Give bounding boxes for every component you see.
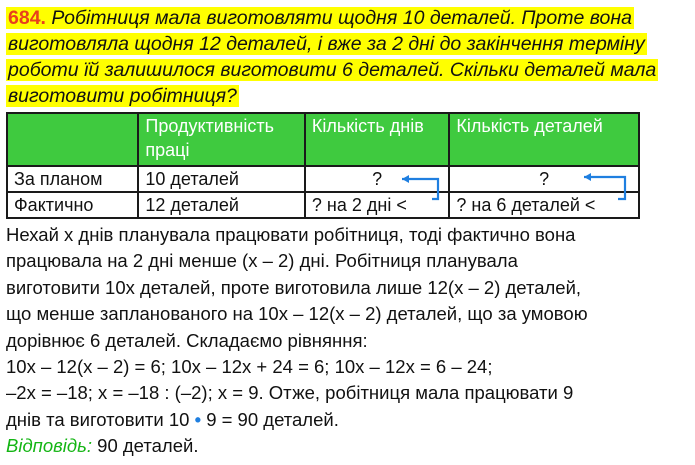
solution-line: що менше запланованого на 10х – 12(х – 2) деталей, що за умовою: [6, 303, 588, 325]
cell-actual-days: ? на 2 дні <: [305, 192, 449, 218]
problem-line-4: виготовити робітниця?: [8, 85, 237, 107]
table-header-row: [7, 113, 639, 166]
row-label-actual: Фактично: [7, 192, 138, 218]
solution-line: Нехай х днів планувала працювати робітниця, тоді фактично вона: [6, 224, 576, 245]
cell-plan-productivity: 10 деталей: [138, 166, 305, 192]
header-parts: Кількість деталей: [449, 113, 639, 166]
answer-label: Відповідь:: [6, 435, 93, 457]
solution-final-line: днів та виготовити 10 • 9 = 90 деталей.: [6, 408, 339, 430]
days-comparison-arrow-icon: [396, 170, 446, 208]
parts-comparison-arrow-icon: [578, 168, 634, 208]
problem-line-2: виготовляла щодня 12 деталей, і вже за 2 дні до закінчення терміну: [8, 33, 645, 55]
answer-value: 90 деталей.: [97, 435, 199, 457]
table-row-plan: [7, 166, 639, 192]
header-empty: [7, 113, 138, 166]
cell-plan-days: ?: [305, 166, 449, 192]
problem-line-1: 684. Робітниця мала виготовляти щодня 10 деталей. Проте вона: [8, 7, 632, 29]
cell-actual-parts: ? на 6 деталей <: [449, 192, 639, 218]
cell-plan-parts: ?: [449, 166, 639, 192]
solution-line: дорівнює 6 деталей. Складаємо рівняння:: [6, 329, 368, 351]
header-productivity: Продуктивність праці: [138, 113, 305, 166]
answer-line: [6, 433, 691, 459]
data-table: [6, 112, 640, 219]
solution-line: працювала на 2 дні менше (х – 2) дні. Робітниця планувала: [6, 250, 518, 272]
problem-line-3: роботи їй залишилося виготовити 6 деталей. Скільки деталей мала: [8, 59, 657, 81]
table-row-actual: [7, 192, 639, 218]
solution-line: виготовити 10х деталей, проте виготовила лише 12(х – 2) деталей,: [6, 276, 582, 298]
equation-line: 10х – 12(х – 2) = 6; 10х – 12х + 24 = 6; 10х – 12х = 6 – 24;: [6, 356, 493, 378]
row-label-plan: За планом: [7, 166, 138, 192]
cell-actual-productivity: 12 деталей: [138, 192, 305, 218]
problem-number: 684.: [8, 7, 46, 29]
equation-line: –2х = –18; х = –18 : (–2); х = 9. Отже, робітниця мала працювати 9: [6, 382, 574, 404]
multiply-dot-icon: •: [194, 408, 202, 430]
problem-statement: [6, 5, 691, 109]
header-days: Кількість днів: [305, 113, 449, 166]
solution-text: [6, 222, 691, 460]
